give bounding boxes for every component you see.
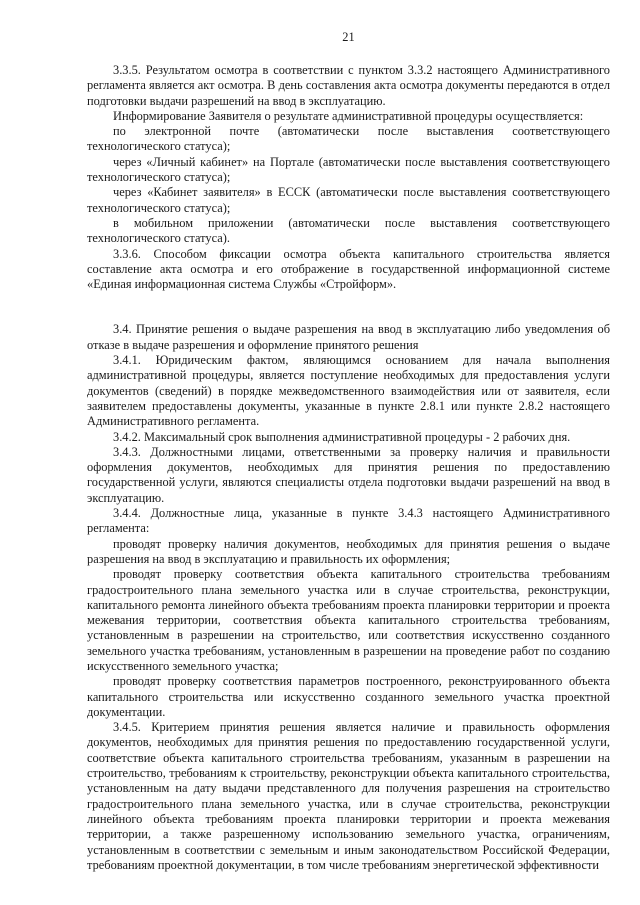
paragraph-3-3-5: 3.3.5. Результатом осмотра в соответствии с пунктом 3.3.2 настоящего Административного регламента является акт осмотра. В день составления акта осмотра документы передаются в отдел подготовки выдачи разрешений на ввод в эксплуатацию. <box>87 63 610 108</box>
page-number: 21 <box>342 30 355 44</box>
document-body <box>87 63 610 873</box>
list-item-check-parameters: проводят проверку соответствия параметров построенного, реконструированного объекта капитального строительства или искусственно созданного земельного участка проектной документации. <box>87 674 610 719</box>
paragraph-3-4-4: 3.4.4. Должностные лица, указанные в пункте 3.4.3 настоящего Административного регламента: <box>87 506 610 536</box>
list-item-check-compliance: проводят проверку соответствия объекта капитального строительства требованиям градостроительного плана земельного участка или в случае строительства, реконструкции, капитального ремонта линейного объекта требованиям проекта планировки территории и проекта межевания территории, соответствия объекта капитального строительства требованиям, установленным в разрешении на строительство, или соответствия искусственно созданного земельного участка требованиям, установленным в разрешении на проведение работ по созданию искусственного земельного участка; <box>87 567 610 673</box>
section-heading-3-4: 3.4. Принятие решения о выдаче разрешения на ввод в эксплуатацию либо уведомления об отказе в выдаче разрешения и оформление принятого решения <box>87 322 610 352</box>
section-gap <box>87 292 610 322</box>
paragraph-3-4-2: 3.4.2. Максимальный срок выполнения административной процедуры - 2 рабочих дня. <box>113 429 571 444</box>
list-item-email: по электронной почте (автоматически после выставления соответствующего технологического статуса); <box>87 124 610 154</box>
paragraph-3-4-3: 3.4.3. Должностными лицами, ответственными за проверку наличия и правильности оформления документов, необходимых для принятия решения по предоставлению государственной услуги, являются специалисты отдела подготовки выдачи разрешений на ввод в эксплуатацию. <box>87 444 610 505</box>
list-item-mobile-app: в мобильном приложении (автоматически после выставления соответствующего технологического статуса). <box>87 215 610 246</box>
paragraph-3-3-6: 3.3.6. Способом фиксации осмотра объекта капитального строительства является составление акта осмотра и его отображение в государственной информационной системе «Единая информационная система Службы «Стройформ». <box>87 246 610 292</box>
paragraph-3-4-5: 3.4.5. Критерием принятия решения является наличие и правильность оформления документов, необходимых для принятия решения по предоставлению государственной услуги, соответствие объекта капитального строительства требованиям, указанным в разрешении на строительство, требованиям к строительству, реконструкции объекта капитального строительства, установленным на дату выдачи представленного для получения разрешения на строительство градостроительного плана земельного участка, или в случае строительства, реконструкции линейного объекта требованиям проекта планировки территории и проекта межевания территории, а также разрешенному использованию земельного участка, ограничениям, установленным в соответствии с земельным и иным законодательством Российской Федерации, требованиям проектной документации, в том числе требованиям энергетической эффективности <box>87 720 610 872</box>
paragraph-3-4-1: 3.4.1. Юридическим фактом, являющимся основанием для начала выполнения административной процедуры, является поступление необходимых для предоставления услуги документов (сведений) в порядке межведомственного взаимодействия или от заявителя, если заявителем предоставлены документы, указанные в пункте 2.8.1 или пункте 2.8.2 настоящего Административного регламента. <box>87 353 610 429</box>
list-item-check-documents: проводят проверку наличия документов, необходимых для принятия решения о выдаче разрешения на ввод в эксплуатацию и правильность их оформления; <box>87 536 610 566</box>
paragraph-informing: Информирование Заявителя о результате административной процедуры осуществляется: <box>113 108 584 123</box>
list-item-personal-cabinet: через «Личный кабинет» на Портале (автоматически после выставления соответствующего технологического статуса); <box>87 154 610 185</box>
list-item-essk-cabinet: через «Кабинет заявителя» в ЕССК (автоматически после выставления соответствующего технологического статуса); <box>87 185 610 215</box>
